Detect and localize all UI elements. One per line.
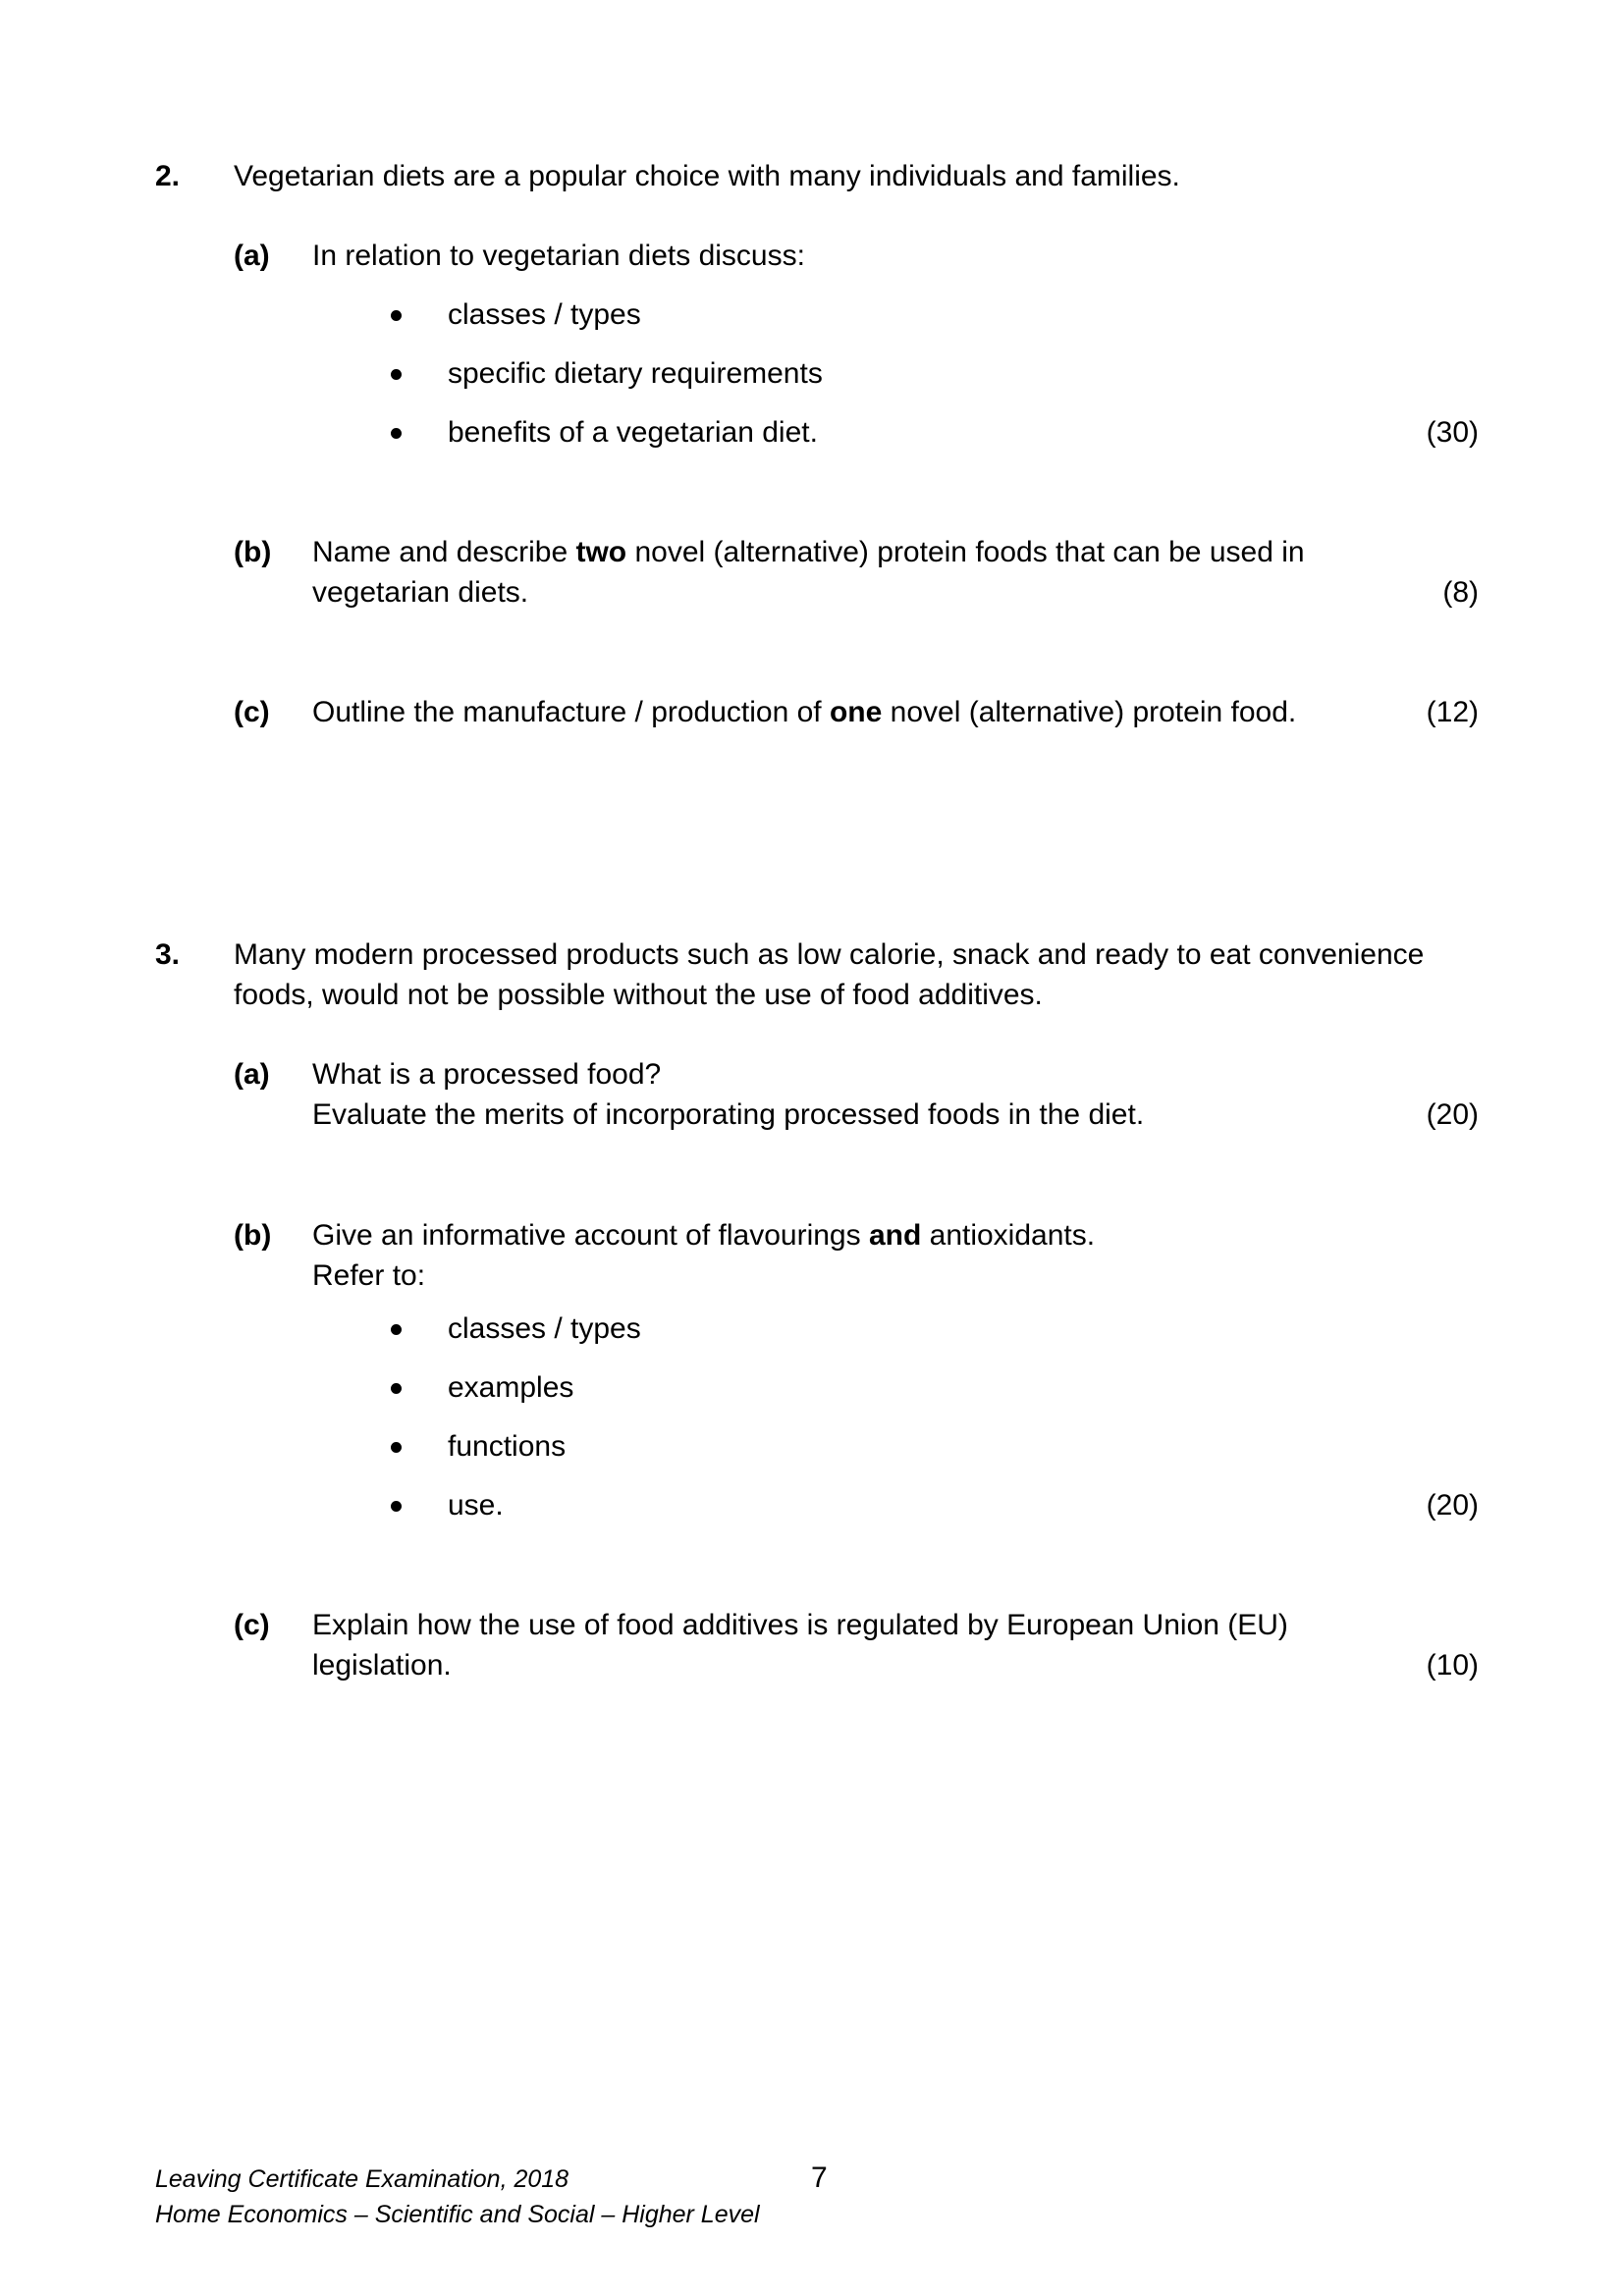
footer-exam-title: Leaving Certificate Examination, 2018 [155,2165,569,2193]
question-3b-marks: (20) [1426,1489,1479,1522]
question-3-stem-line-1: Many modern processed products such as low calorie, snack and ready to eat convenience [234,938,1425,971]
footer-subject: Home Economics – Scientific and Social – Higher Level [155,2201,760,2228]
question-3b-bullet-4: use. [448,1489,504,1522]
question-3a-label: (a) [234,1058,270,1091]
bullet-icon [391,310,402,321]
question-2a-marks: (30) [1426,416,1479,449]
bullet-icon [391,1383,402,1394]
question-3c-line-1: Explain how the use of food additives is regulated by European Union (EU) [312,1609,1288,1641]
question-2a-bullet-2: specific dietary requirements [448,357,823,390]
question-2b-line-2: vegetarian diets. [312,576,529,609]
question-2b-label: (b) [234,536,272,568]
question-3a-line-2: Evaluate the merits of incorporating processed foods in the diet. [312,1098,1145,1131]
question-2a-label: (a) [234,240,270,272]
question-3a-marks: (20) [1426,1098,1479,1131]
question-3c-line-2: legislation. [312,1649,452,1682]
question-2b-marks: (8) [1442,576,1479,609]
bullet-icon [391,1324,402,1335]
question-2-stem: Vegetarian diets are a popular choice with many individuals and families. [234,160,1180,192]
question-2a-text: In relation to vegetarian diets discuss: [312,240,805,272]
question-3c-label: (c) [234,1609,270,1641]
question-3-number: 3. [155,938,181,971]
question-2c-text: Outline the manufacture / production of one novel (alternative) protein food. [312,696,1297,728]
question-2b-line-1: Name and describe two novel (alternative) protein foods that can be used in [312,536,1305,568]
question-3b-line-2: Refer to: [312,1259,426,1292]
question-2a-bullet-1: classes / types [448,298,641,331]
page-number: 7 [811,2162,828,2194]
question-3a-line-1: What is a processed food? [312,1058,662,1091]
question-3b-bullet-1: classes / types [448,1312,641,1345]
question-2c-label: (c) [234,696,270,728]
question-2-number: 2. [155,160,181,192]
question-2a-bullet-3: benefits of a vegetarian diet. [448,416,818,449]
bullet-icon [391,1501,402,1512]
bullet-icon [391,369,402,380]
question-3b-label: (b) [234,1219,272,1252]
bullet-icon [391,428,402,439]
question-3c-marks: (10) [1426,1649,1479,1682]
bullet-icon [391,1442,402,1453]
question-3b-bullet-2: examples [448,1371,574,1404]
question-2c-marks: (12) [1426,696,1479,728]
question-3b-line-1: Give an informative account of flavourings and antioxidants. [312,1219,1096,1252]
question-3-stem-line-2: foods, would not be possible without the use of food additives. [234,979,1043,1011]
question-3b-bullet-3: functions [448,1430,567,1463]
